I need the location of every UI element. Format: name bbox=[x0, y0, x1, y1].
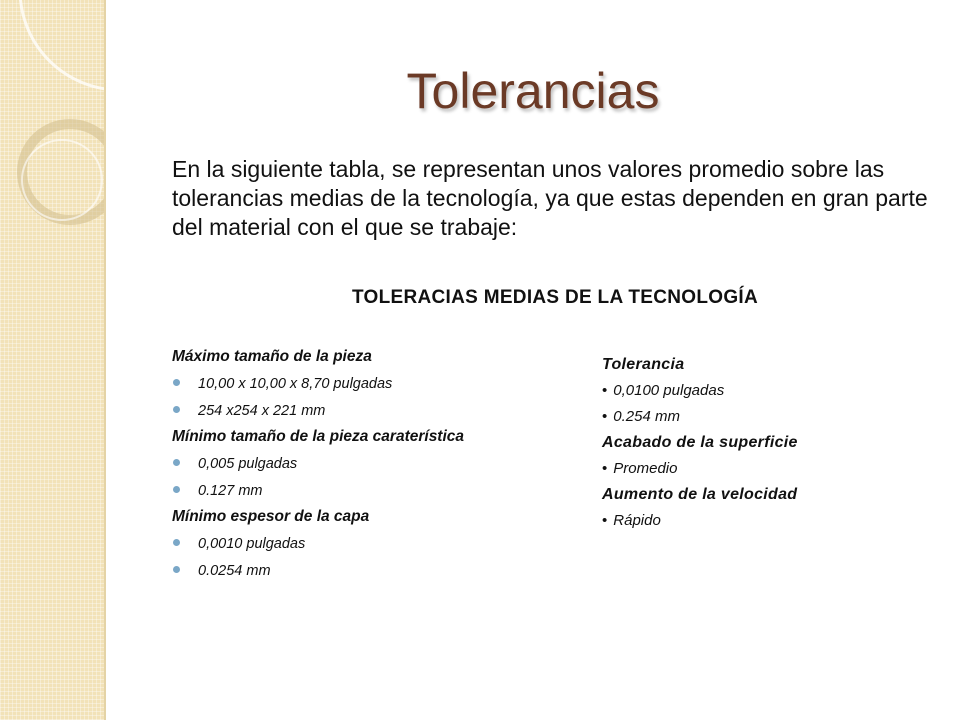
item-text: 0.0254 mm bbox=[198, 563, 271, 579]
item-text: 10,00 x 10,00 x 8,70 pulgadas bbox=[198, 376, 393, 392]
min-size-heading: Mínimo tamaño de la pieza caraterística bbox=[172, 428, 465, 445]
slide-title: Tolerancias bbox=[406, 63, 660, 119]
list-item bbox=[172, 451, 592, 478]
item-text: 0,0100 pulgadas bbox=[613, 382, 725, 399]
decorative-circles bbox=[0, 0, 104, 720]
decorative-side-band bbox=[0, 0, 104, 720]
bullet-icon bbox=[173, 379, 180, 386]
item-text: 0.127 mm bbox=[198, 483, 263, 499]
speed-increase-heading: Aumento de la velocidad bbox=[602, 486, 798, 503]
list-item bbox=[172, 371, 592, 398]
item-text: Rápido bbox=[613, 512, 661, 529]
bullet-icon: • bbox=[602, 460, 608, 477]
tolerance-heading: Tolerancia bbox=[602, 356, 685, 373]
item-text: 0,005 pulgadas bbox=[198, 456, 298, 472]
bullet-icon bbox=[173, 539, 180, 546]
list-item bbox=[172, 398, 592, 425]
list-item bbox=[602, 405, 942, 431]
list-item bbox=[172, 558, 592, 585]
layer-thickness-heading: Mínimo espesor de la capa bbox=[172, 508, 370, 525]
list-item bbox=[602, 379, 942, 405]
bullet-icon: • bbox=[602, 408, 608, 425]
left-column bbox=[172, 345, 592, 585]
bullet-icon bbox=[173, 486, 180, 493]
list-item bbox=[172, 531, 592, 558]
intro-paragraph: En la siguiente tabla, se representan unos valores promedio sobre las tolerancias medias de la tecnología, ya que estas dependen en gran parte del material con el que se trabaje: bbox=[172, 156, 928, 240]
list-item bbox=[602, 509, 942, 535]
right-column bbox=[602, 353, 942, 535]
list-item bbox=[172, 478, 592, 505]
bullet-icon bbox=[173, 406, 180, 413]
bullet-icon bbox=[173, 566, 180, 573]
bullet-icon bbox=[173, 459, 180, 466]
item-text: Promedio bbox=[613, 460, 678, 477]
list-item bbox=[602, 457, 942, 483]
item-text: 254 x254 x 221 mm bbox=[198, 403, 326, 419]
bullet-icon: • bbox=[602, 382, 608, 399]
bullet-icon: • bbox=[602, 512, 608, 529]
surface-finish-heading: Acabado de la superficie bbox=[602, 434, 798, 451]
max-size-heading: Máximo tamaño de la pieza bbox=[172, 348, 372, 365]
item-text: 0.254 mm bbox=[613, 408, 680, 425]
table-title: TOLERACIAS MEDIAS DE LA TECNOLOGÍA bbox=[351, 287, 759, 308]
item-text: 0,0010 pulgadas bbox=[198, 536, 306, 552]
